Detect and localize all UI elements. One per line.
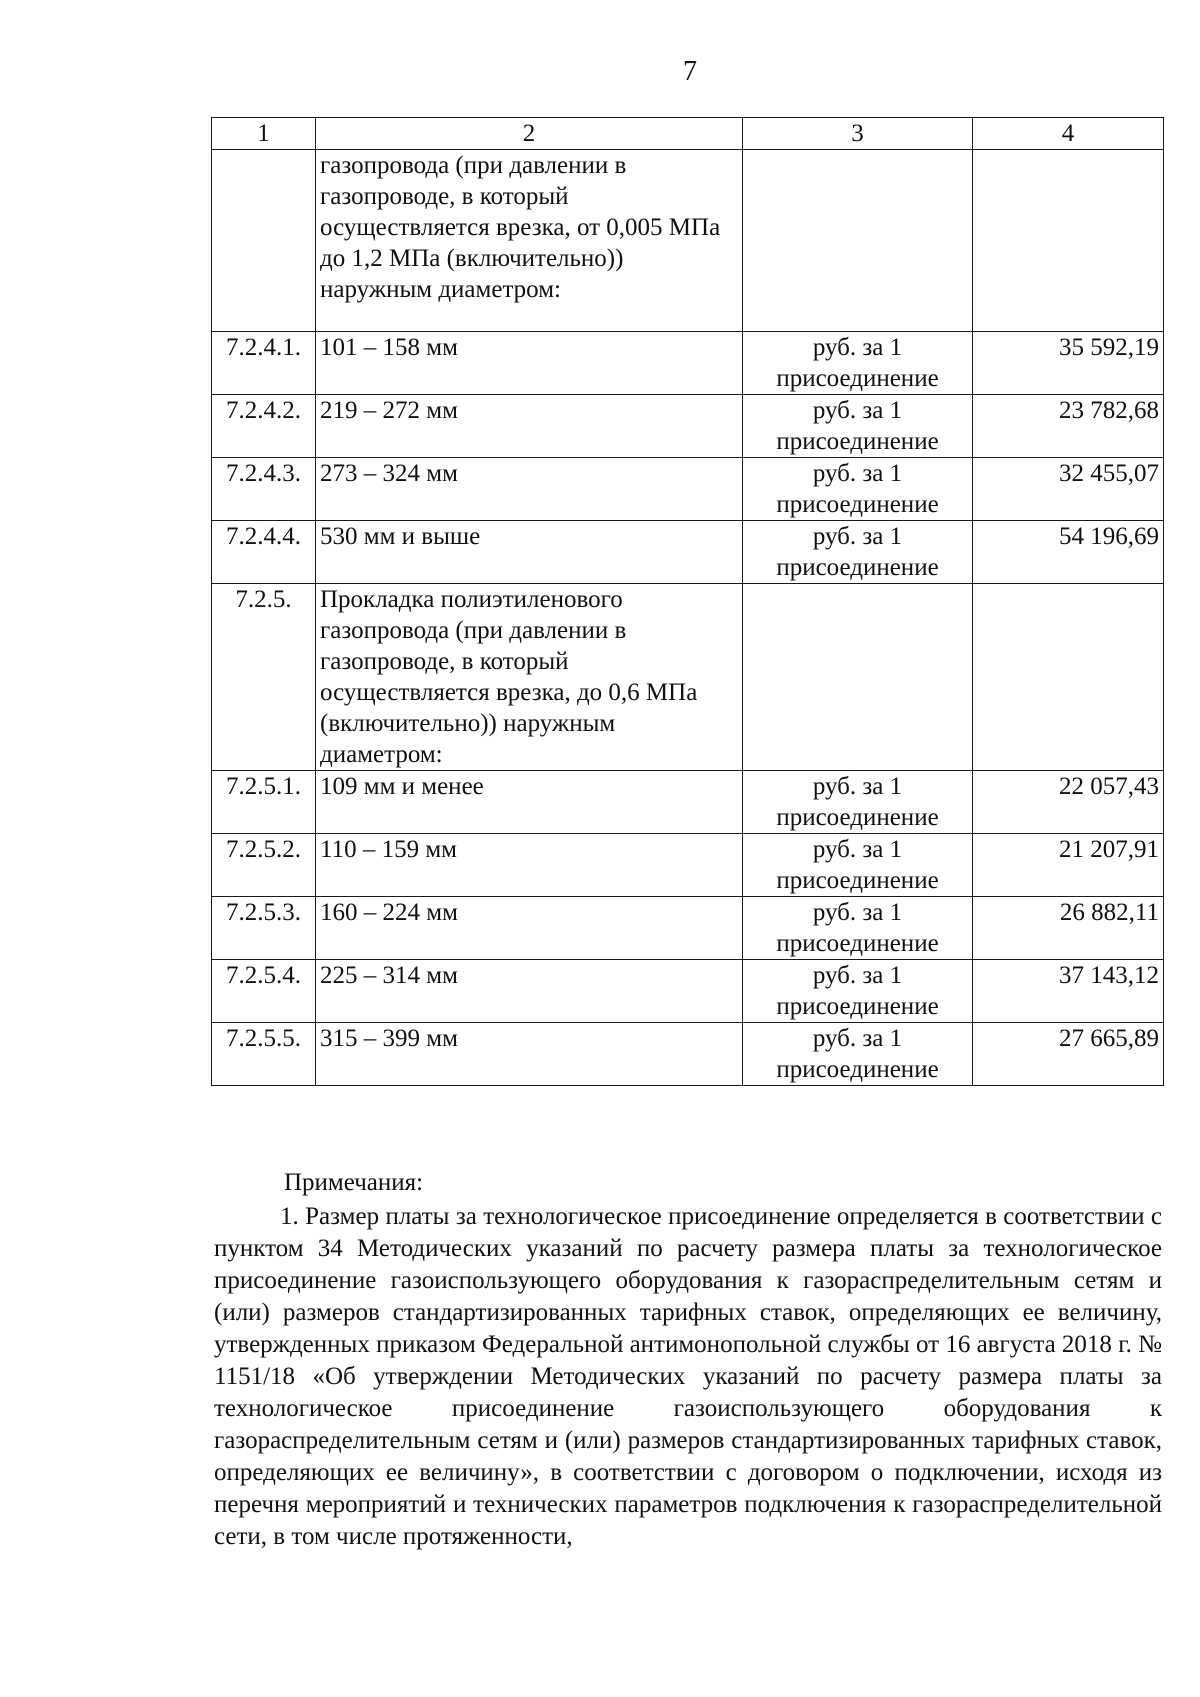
row-description: 219 – 272 мм (316, 395, 743, 458)
table-row (212, 897, 1164, 960)
row-description: 530 мм и выше (316, 521, 743, 584)
table-row (212, 1023, 1164, 1086)
row-number: 7.2.4.1. (212, 332, 316, 395)
row-price: 26 882,11 (973, 897, 1164, 960)
row-number: 7.2.5.5. (212, 1023, 316, 1086)
row-price: 27 665,89 (973, 1023, 1164, 1086)
row-price: 23 782,68 (973, 395, 1164, 458)
row-description: газопровода (при давлении в газопроводе, в который осуществляется врезка, от 0,005 МПа до 1,2 МПа (включительно)) наружным диаметром: (316, 150, 743, 332)
row-number: 7.2.5.1. (212, 771, 316, 834)
row-description: Прокладка полиэтиленового газопровода (при давлении в газопроводе, в который осуществляется врезка, до 0,6 МПа (включительно)) наружным диаметром: (316, 584, 743, 771)
table-row (212, 834, 1164, 897)
notes-paragraph: 1. Размер платы за технологическое присоединение определяется в соответствии с пунктом 34 Методических указаний по расчету размера платы за технологическое присоединение газоиспользующего оборудования к газораспределительным сетям и (или) размеров стандартизированных тарифных ставок, определяющих ее величину, утвержденных приказом Федеральной антимонопольной службы от 16 августа 2018 г. № 1151/18 «Об утверждении Методических указаний по расчету размера платы за технологическое присоединение газоиспользующего оборудования к газораспределительным сетям и (или) размеров стандартизированных тарифных ставок, определяющих ее величину», в соответствии с договором о подключении, исходя из перечня мероприятий и технических параметров подключения к газораспределительной сети, в том числе протяженности, (214, 1203, 1162, 1550)
column-header-1: 1 (212, 118, 316, 150)
row-price: 21 207,91 (973, 834, 1164, 897)
table-row (212, 395, 1164, 458)
row-price: 37 143,12 (973, 960, 1164, 1023)
row-unit: руб. за 1 присоединение (743, 458, 973, 521)
notes-heading: Примечания: (284, 1169, 424, 1196)
row-price (973, 584, 1164, 771)
row-unit: руб. за 1 присоединение (743, 1023, 973, 1086)
row-description: 225 – 314 мм (316, 960, 743, 1023)
table-header-row (212, 118, 1164, 150)
table-row (212, 332, 1164, 395)
row-number: 7.2.4.4. (212, 521, 316, 584)
row-unit: руб. за 1 присоединение (743, 771, 973, 834)
row-price (973, 150, 1164, 332)
tariff-table-body (212, 118, 1164, 1086)
row-price: 32 455,07 (973, 458, 1164, 521)
table-row (212, 771, 1164, 834)
row-number: 7.2.5. (212, 584, 316, 771)
row-price: 35 592,19 (973, 332, 1164, 395)
row-description: 315 – 399 мм (316, 1023, 743, 1086)
row-description: 101 – 158 мм (316, 332, 743, 395)
row-unit: руб. за 1 присоединение (743, 332, 973, 395)
row-price: 54 196,69 (973, 521, 1164, 584)
row-unit: руб. за 1 присоединение (743, 521, 973, 584)
row-unit: руб. за 1 присоединение (743, 834, 973, 897)
tariff-table (211, 117, 1164, 1086)
row-description: 110 – 159 мм (316, 834, 743, 897)
row-unit: руб. за 1 присоединение (743, 395, 973, 458)
table-row (212, 458, 1164, 521)
table-row (212, 584, 1164, 771)
column-header-3: 3 (743, 118, 973, 150)
row-number: 7.2.4.2. (212, 395, 316, 458)
row-unit (743, 584, 973, 771)
table-row (212, 521, 1164, 584)
row-unit: руб. за 1 присоединение (743, 960, 973, 1023)
row-description: 273 – 324 мм (316, 458, 743, 521)
row-number: 7.2.5.4. (212, 960, 316, 1023)
column-header-2: 2 (316, 118, 743, 150)
page-number: 7 (683, 56, 697, 87)
row-price: 22 057,43 (973, 771, 1164, 834)
row-description: 109 мм и менее (316, 771, 743, 834)
row-number: 7.2.5.3. (212, 897, 316, 960)
notes-section (214, 1167, 1162, 1553)
row-unit (743, 150, 973, 332)
row-number (212, 150, 316, 332)
row-unit: руб. за 1 присоединение (743, 897, 973, 960)
table-row (212, 960, 1164, 1023)
column-header-4: 4 (973, 118, 1164, 150)
row-number: 7.2.5.2. (212, 834, 316, 897)
table-row (212, 150, 1164, 332)
row-number: 7.2.4.3. (212, 458, 316, 521)
row-description: 160 – 224 мм (316, 897, 743, 960)
